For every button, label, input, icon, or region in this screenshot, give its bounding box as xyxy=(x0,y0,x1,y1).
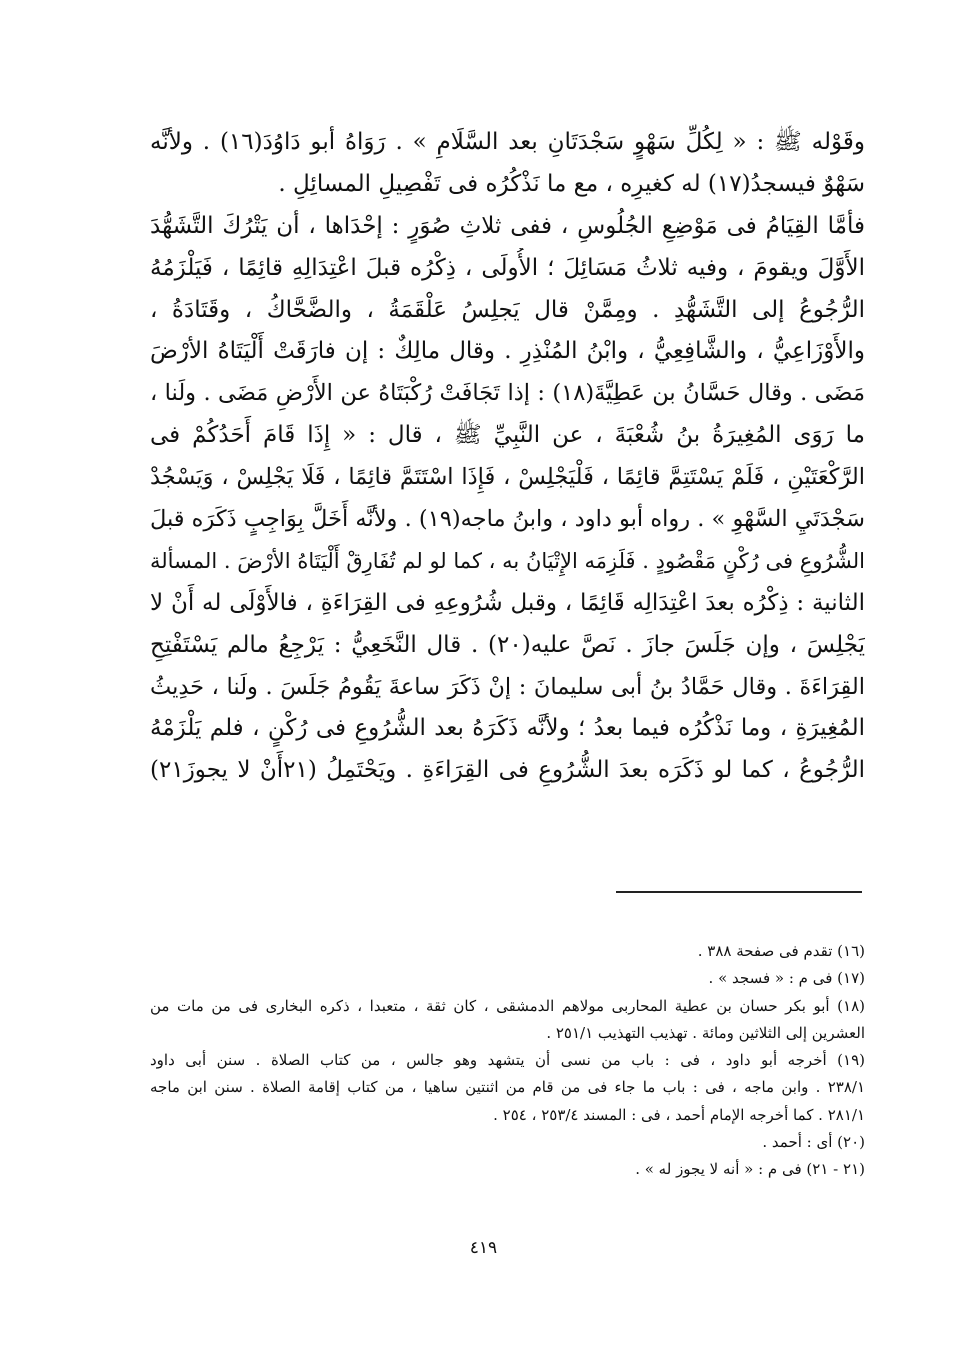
text-line: وقَوْله ﷺ : « لِكُلِّ سَهْوٍ سَجْدَتَانِ بعد السَّلَامِ » . رَوَاهُ أبو دَاوُدَ(١٦) . ولأنَّه xyxy=(150,129,865,155)
footnote-19-continued: ٢٣٨/١ . وابن ماجه ، فى : باب ما جاء فى من قام من اثنتين ساهيا ، من كتاب إقامة الصلاة . سنن ابن ماجه xyxy=(150,1078,865,1097)
text-line: فأمَّا القِيَامُ فى مَوْضِعِ الجُلُوسِ ، ففى ثلاثِ صُوَرٍ : إحْدَاها ، أن يَتْرُكَ التَّشَهُّدَ xyxy=(150,212,865,239)
text-line: القِرَاءَةَ . وقال حَمَّادُ بنُ أبى سليمانَ : إنْ ذَكَرَ ساعةَ يَقُومُ جَلَسَ . ولَنا ، حَدِيثُ xyxy=(150,673,865,700)
main-text-body xyxy=(150,122,865,792)
text-line: سَهْوٌ فيسجدُ(١٧) له كغيرِه ، مع ما نَذْكُرُه فى تَفْصِيلِ المسائِلِ . xyxy=(278,170,865,197)
text-line: الثانية : ذِكْرُه بعدَ اعْتِدَالِه قَائِمًا ، وقبل شُرُوعِهِ فى القِرَاءَةِ ، فالأَوْلَى له أَنْ لا xyxy=(150,589,865,616)
text-line: مَضَى . وقال حَسَّانُ بن عَطِيَّةَ(١٨) : إذا تَجَافَتْ رُكْبَتَاهُ عن الأَرْضِ مَضَى . ولَنا ، xyxy=(150,380,865,407)
footnote-18: (١٨) أبو بكر حسان بن عطية المحاربى مولاهم الدمشقى ، كان ثقة ، متعبدا ، ذكره البخارى فى من مات من xyxy=(150,996,865,1015)
text-line: سَجْدَتَيِ السَّهْوِ » . رواه أبو داود ، وابنُ ماجه(١٩) . ولأنَّه أَخَلَّ بِوَاجِبٍ ذَكَرَه قبلَ xyxy=(150,506,865,533)
text-line: الرُّجُوعُ ، كما لو ذَكَرَه بعدَ الشُّرُوعِ فى القِرَاءَةِ . ويَحْتَمِلُ (٢١أَنْ لا يجوزَ٢١) xyxy=(150,757,865,784)
text-line: الرُّجُوعُ إلى التَّشَهُّدِ . ومِمَّنْ قال يَجلِسُ عَلْقَمَةُ ، والضَّحَّاكُ ، وقَتَادَةُ ، xyxy=(150,296,865,323)
footnote-19: (١٩) أخرجه أبو داود ، فى : باب من نسى أن يتشهد وهو جالس ، من كتاب الصلاة . سنن أبى داود xyxy=(150,1051,865,1070)
footnote-17: (١٧) فى م : « فسجد » . xyxy=(708,969,865,988)
text-line: ما رَوَى المُغِيرَةُ بنُ شُعْبَةَ ، عن النَّبِيِّ ﷺ ، قال : « إِذَا قَامَ أَحَدُكُمْ فى xyxy=(150,422,865,449)
footnote-16: (١٦) تقدم فى صفحة ٣٨٨ . xyxy=(697,942,865,960)
text-line: المُغِيرَةِ ، وما نَذْكُرُه فيما بعدُ ؛ ولأنَّه ذَكَرَهُ بعد الشُّرُوعِ فى رُكْنٍ ، فلم يَلْزَمْهُ xyxy=(150,715,865,742)
page-number: ٤١٩ xyxy=(469,1238,498,1258)
footnote-separator xyxy=(616,891,862,893)
text-line: الرَّكْعَتَيْنِ ، فَلَمْ يَسْتَتِمَّ قائِمًا ، فَلْيَجْلِسْ ، فَإِذَا اسْتَتَمَّ قائِمًا ، فَلَا يَجْلِسْ ، وَيَسْجُدْ xyxy=(150,464,865,491)
text-line: الأَوَّلَ ويقومَ ، وفيه ثلاثُ مَسَائِلَ ؛ الأُولَى ، ذِكْرُه قبلَ اعْتِدَالِهِ قائِمًا ، فَيَلْزَمُهُ xyxy=(150,254,865,281)
footnotes xyxy=(150,938,865,1184)
footnote-20: (٢٠) أى : أحمد . xyxy=(762,1133,865,1152)
text-line: يَجْلِسَ ، وإن جَلَسَ جازَ . نَصَّ عليه(٢٠) . قال النَّخَعِيُّ : يَرْجِعُ مالم يَسْتَفْتِحِ xyxy=(150,631,865,658)
text-line: الشُّرُوعِ فى رُكْنٍ مَقْصُودٍ . فَلَزِمَه الإِتْيَانُ به ، كما لو لم تُفَارِقْ أَلْيَتَاهُ الأرْضَ . المسألة xyxy=(150,548,865,573)
footnote-19-end: ٢٨١/١ . كما أخرجه الإمام أحمد ، فى : المسند ٢٥٣/٤ ، ٢٥٤ . xyxy=(493,1105,865,1124)
footnote-18-continued: العشرين إلى الثلاثين ومائة . تهذيب التهذيب ٢٥١/١ . xyxy=(546,1023,865,1042)
footnote-21: (٢١ - ٢١) فى م : « أنه لا يجوز له » . xyxy=(635,1160,865,1179)
text-line: والأَوْزَاعِيُّ ، والشَّافِعِيُّ ، وابْنُ المُنْذِرِ . وقال مالِكٌ : إن فارَقَتْ أَلْيَتَاهُ الأرْضَ xyxy=(150,338,865,365)
